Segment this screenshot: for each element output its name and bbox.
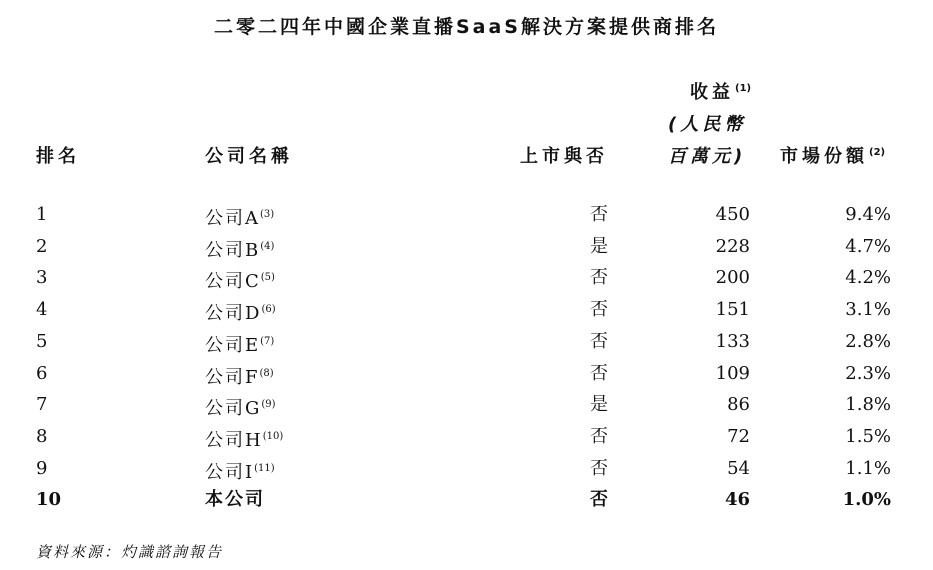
revenue-cell: 86	[727, 394, 750, 415]
rank-cell: 1	[36, 204, 48, 225]
listed-cell: 否	[590, 267, 608, 288]
company-footnote: (11)	[254, 463, 275, 474]
table-row	[0, 421, 933, 452]
company-name-cell	[205, 484, 265, 515]
listed-cell: 否	[590, 331, 608, 352]
header-rank: 排名	[36, 146, 80, 167]
rank-cell: 4	[36, 299, 48, 320]
source-note: 資料來源：灼識諮詢報告	[36, 543, 224, 561]
listed-cell: 否	[590, 489, 608, 510]
company-name-cell	[205, 231, 274, 266]
revenue-cell: 46	[724, 489, 750, 510]
company-name-cell	[205, 294, 276, 329]
market-share-cell: 3.1%	[845, 299, 891, 320]
header-revenue-unit-line1: (人民幣	[668, 114, 747, 135]
company-name-cell	[205, 389, 276, 424]
rank-cell: 10	[36, 489, 62, 510]
header-share-footnote: (2)	[869, 147, 886, 158]
revenue-cell: 133	[715, 331, 750, 352]
company-footnote: (8)	[259, 368, 274, 379]
company-footnote: (9)	[261, 399, 276, 410]
company-footnote: (10)	[262, 431, 284, 442]
listed-cell: 否	[590, 299, 608, 320]
market-share-cell: 4.2%	[845, 267, 891, 288]
revenue-cell: 109	[715, 363, 750, 384]
table-row	[0, 231, 933, 262]
listed-cell: 是	[590, 236, 608, 257]
listed-cell: 是	[590, 394, 608, 415]
market-share-cell: 1.0%	[842, 489, 891, 510]
table-row	[0, 484, 933, 515]
company-name-cell	[205, 453, 275, 488]
company-name: 公司G	[205, 398, 262, 419]
market-share-cell: 9.4%	[845, 204, 891, 225]
header-share-label: 市場份額	[780, 146, 868, 167]
revenue-cell: 72	[727, 426, 750, 447]
table-row	[0, 199, 933, 230]
company-name: 公司A	[205, 208, 260, 229]
table-row	[0, 453, 933, 484]
header-revenue-footnote: (1)	[735, 83, 752, 94]
header-revenue	[690, 78, 751, 104]
rank-cell: 5	[36, 331, 48, 352]
table-row	[0, 294, 933, 325]
header-share	[780, 142, 885, 168]
header-revenue-label: 收益	[690, 82, 734, 103]
listed-cell: 否	[590, 363, 608, 384]
company-name-cell	[205, 262, 275, 297]
market-share-cell: 1.8%	[845, 394, 891, 415]
revenue-cell: 54	[727, 458, 750, 479]
rank-cell: 6	[36, 363, 48, 384]
company-name: 公司F	[205, 367, 260, 388]
listed-cell: 否	[590, 458, 608, 479]
table-row	[0, 326, 933, 357]
company-footnote: (4)	[260, 241, 275, 252]
company-name: 本公司	[205, 489, 265, 510]
company-name: 公司H	[205, 430, 263, 451]
header-revenue-unit-line2: 百萬元)	[668, 146, 747, 167]
rank-cell: 8	[36, 426, 48, 447]
company-name-cell	[205, 421, 283, 456]
revenue-cell: 151	[715, 299, 750, 320]
company-name: 公司B	[205, 240, 261, 261]
rank-cell: 3	[36, 267, 48, 288]
company-name-cell	[205, 326, 274, 361]
company-footnote: (5)	[260, 272, 275, 283]
listed-cell: 否	[590, 426, 608, 447]
company-name-cell	[205, 358, 274, 393]
company-name: 公司C	[205, 271, 261, 292]
market-share-cell: 4.7%	[845, 236, 891, 257]
table-row	[0, 262, 933, 293]
company-name: 公司I	[205, 462, 255, 483]
market-share-cell: 1.1%	[845, 458, 891, 479]
rank-cell: 7	[36, 394, 48, 415]
company-footnote: (7)	[260, 336, 275, 347]
company-footnote: (6)	[261, 304, 276, 315]
header-listed: 上市與否	[520, 146, 608, 167]
revenue-cell: 450	[715, 204, 750, 225]
table-title: 二零二四年中國企業直播SaaS解決方案提供商排名	[213, 16, 719, 38]
header-company: 公司名稱	[205, 146, 293, 167]
company-name: 公司E	[205, 335, 261, 356]
market-share-cell: 1.5%	[845, 426, 891, 447]
company-name: 公司D	[205, 303, 262, 324]
listed-cell: 否	[590, 204, 608, 225]
rank-cell: 2	[36, 236, 48, 257]
rank-cell: 9	[36, 458, 48, 479]
market-share-cell: 2.3%	[845, 363, 891, 384]
table-row	[0, 358, 933, 389]
revenue-cell: 228	[715, 236, 750, 257]
revenue-cell: 200	[715, 267, 750, 288]
market-share-cell: 2.8%	[845, 331, 891, 352]
table-row	[0, 389, 933, 420]
company-name-cell	[205, 199, 274, 234]
company-footnote: (3)	[260, 209, 275, 220]
